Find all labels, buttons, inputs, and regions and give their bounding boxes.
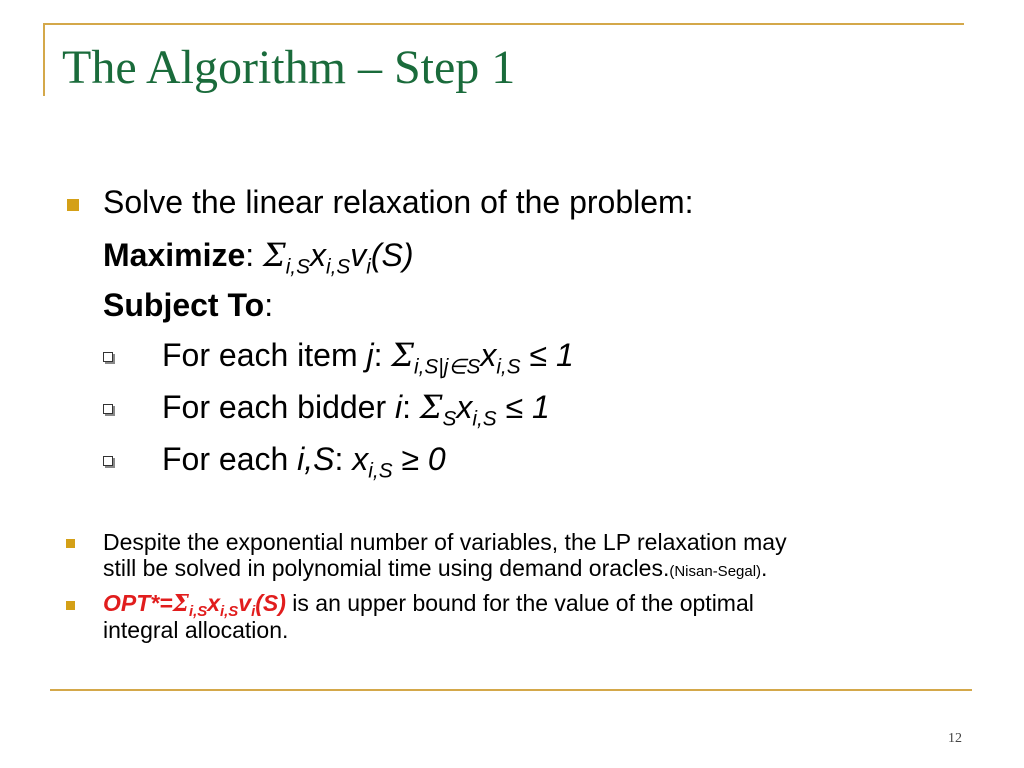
colon: : (334, 441, 344, 477)
period: . (761, 555, 768, 581)
frame-top-line (43, 23, 964, 25)
colon: : (245, 237, 255, 273)
bullet-marker (66, 539, 75, 548)
var-x: x (309, 237, 326, 273)
subscript: i,S (325, 255, 351, 279)
subscript: S (442, 407, 457, 431)
sub-bullet-marker (103, 404, 113, 414)
bullet-marker (67, 199, 79, 211)
sigma-symbol: Σ (391, 336, 415, 374)
var-x: x (480, 337, 497, 373)
colon: : (373, 337, 383, 373)
sigma-symbol: Σ (263, 236, 286, 274)
subscript: i,S|j∈S (414, 355, 481, 379)
bullet-marker (66, 601, 75, 610)
page-number: 12 (948, 731, 962, 746)
constraint-text: For each (162, 441, 298, 477)
bullet2-line1: Despite the exponential number of variables, the LP relaxation may (103, 529, 787, 555)
var-iS: i,S (297, 441, 335, 477)
bullet3-text: is an upper bound for the value of the optimal (285, 590, 754, 616)
maximize-label: Maximize (103, 237, 246, 273)
constraint-text: For each bidder (162, 389, 396, 425)
bullet2-text: still be solved in polynomial time using demand oracles. (103, 555, 670, 581)
var-i: i (395, 389, 403, 425)
subject-to-line (103, 289, 273, 321)
sigma-symbol: Σ (172, 590, 189, 617)
var-x: x (456, 389, 473, 425)
subscript: i,S (496, 355, 521, 379)
sub-bullet-marker (103, 456, 113, 466)
maximize-line (103, 236, 414, 279)
slide-title: The Algorithm – Step 1 (62, 41, 516, 94)
var-S: (S) (255, 590, 286, 616)
subscript: i (366, 255, 371, 279)
subscript: i,S (368, 459, 393, 483)
sigma-symbol: Σ (419, 388, 443, 426)
subscript: i,S (220, 603, 239, 621)
bullet3-line2: integral allocation. (103, 617, 289, 643)
opt-formula (103, 590, 286, 621)
bullet2-line2 (103, 557, 767, 580)
constraint-nonneg (162, 441, 446, 483)
var-v: v (350, 237, 367, 273)
geq-zero: ≥ 0 (401, 441, 446, 477)
subscript: i (251, 603, 256, 621)
sub-bullet-marker (103, 352, 113, 362)
var-x: x (207, 590, 220, 616)
citation: (Nisan-Segal) (669, 563, 762, 580)
colon: : (402, 389, 412, 425)
subject-to-label: Subject To (103, 287, 265, 323)
var-x: x (352, 441, 369, 477)
frame-bottom-line (50, 689, 972, 691)
leq-one: ≤ 1 (505, 389, 550, 425)
constraint-text: For each item (162, 337, 367, 373)
bullet-main-text: Solve the linear relaxation of the problem: (103, 184, 694, 220)
opt-label: OPT*= (103, 590, 173, 616)
bullet3-line1 (103, 590, 754, 621)
var-j: j (366, 337, 374, 373)
leq-one: ≤ 1 (529, 337, 574, 373)
frame-left-line (43, 23, 45, 96)
var-v: v (238, 590, 252, 616)
subscript: i,S (188, 603, 208, 621)
constraint-bidder (162, 388, 550, 431)
var-S: (S) (370, 237, 414, 273)
colon: : (264, 287, 274, 323)
subscript: i,S (285, 255, 310, 279)
subscript: i,S (472, 407, 497, 431)
constraint-item (162, 336, 574, 379)
